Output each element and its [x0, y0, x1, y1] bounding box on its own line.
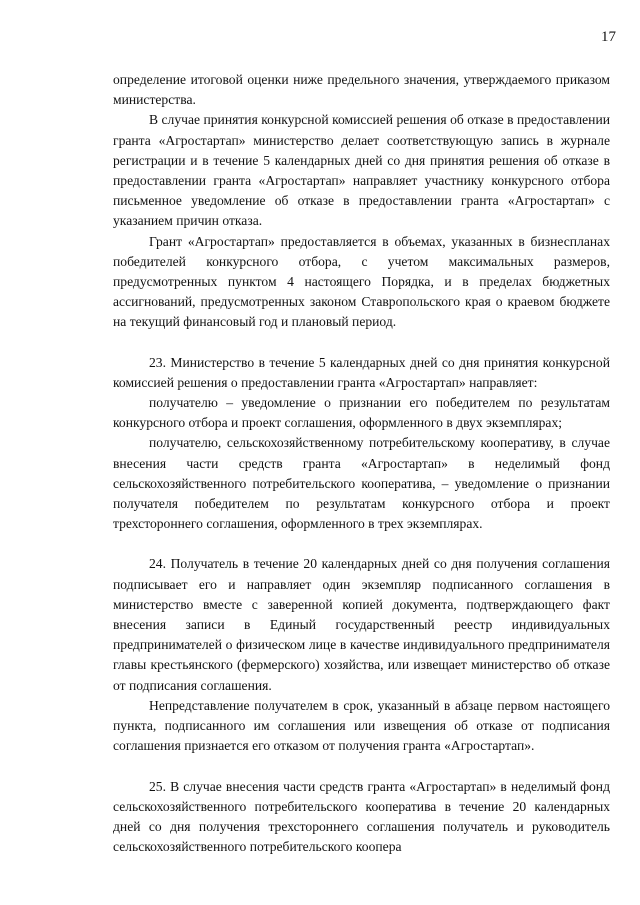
paragraph-item-24-nonsubmission: Непредставление получателем в срок, указанный в абзаце первом настоящего пункта, подписанного им соглашения или извещения об отказе от подписания соглашения признается его отказом от получения гранта «Агростартап».	[113, 697, 610, 754]
page-number: 17	[601, 29, 616, 45]
document-body	[113, 70, 610, 857]
paragraph-item-23: 23. Министерство в течение 5 календарных дней со дня принятия конкурсной комиссией решения о предоставлении гранта «Агростартап» направляет:	[113, 354, 610, 390]
paragraph-item-23-cooperative: получателю, сельскохозяйственному потребительскому кооперативу, в случае внесения части средств гранта «Агростартап» в неделимый фонд сельскохозяйственного потребительского кооператива, – уведомление о признании получателя победителем по результатам конкурсного отбора и проект трехстороннего соглашения, оформленного в трех экземплярах.	[113, 435, 610, 532]
paragraph-grant-volume: Грант «Агростартап» предоставляется в объемах, указанных в бизнеспланах победителей конкурсного отбора, с учетом максимальных размеров, предусмотренных пунктом 4 настоящего Порядка, и в пределах бюджетных ассигнований, предусмотренных законом Ставропольского края о краевом бюджете на текущий финансовый год и плановый период.	[113, 233, 610, 330]
paragraph-refusal-notice: В случае принятия конкурсной комиссией решения об отказе в предоставлении гранта «Агростартап» министерство делает соответствующую запись в журнале регистрации и в течение 5 календарных дней со дня принятия решения об отказе в предоставлении гранта «Агростартап» направляет участнику конкурсного отбора письменное уведомление об отказе в предоставлении гранта «Агростартап» с указанием причин отказа.	[113, 112, 610, 229]
paragraph-item-23-recipient: получателю – уведомление о признании его победителем по результатам конкурсного отбора и проект соглашения, оформленного в двух экземплярах;	[113, 395, 610, 431]
paragraph-continuation: определение итоговой оценки ниже предельного значения, утверждаемого приказом министерства.	[113, 72, 610, 108]
paragraph-item-25: 25. В случае внесения части средств гранта «Агростартап» в неделимый фонд сельскохозяйственного потребительского кооператива в течение 20 календарных дней со дня получения трехстороннего соглашения получатель и руководитель сельскохозяйственного потребительского коопера	[113, 778, 610, 855]
paragraph-item-24: 24. Получатель в течение 20 календарных дней со дня получения соглашения подписывает его и направляет один экземпляр подписанного соглашения в министерство вместе с заверенной копией документа, подтверждающего факт внесения записи в Единый государственный реестр индивидуальных предпринимателей о физическом лице в качестве индивидуального предпринимателя главы крестьянского (фермерского) хозяйства, или извещает министерство об отказе от подписания соглашения.	[113, 556, 610, 693]
